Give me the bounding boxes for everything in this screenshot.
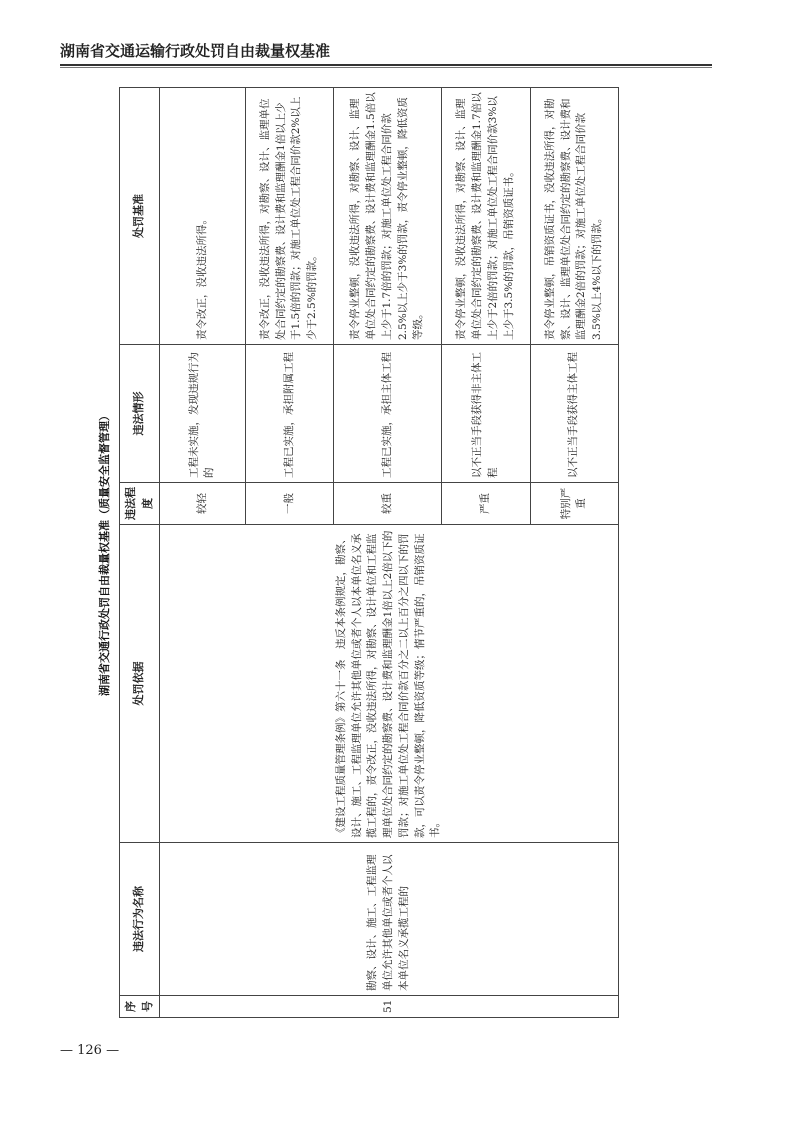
header-circumstance: 违法情形 <box>120 345 160 483</box>
row-circumstance: 工程已实施，承担主体工程 <box>334 345 442 483</box>
row-degree: 特别严重 <box>530 483 618 525</box>
row-circumstance: 工程未实施，发现违规行为的 <box>160 345 246 483</box>
row-degree: 较重 <box>334 483 442 525</box>
page-header-title: 湖南省交通运输行政处罚自由裁量权基准 <box>60 42 331 60</box>
table-header-row <box>120 88 160 1018</box>
row-circumstance: 工程已实施，承担附属工程 <box>245 345 333 483</box>
table-row <box>160 88 246 1018</box>
row-degree: 严重 <box>442 483 530 525</box>
row-circumstance: 以不正当手段获得主体工程 <box>530 345 618 483</box>
penalty-standard-table <box>119 87 619 1018</box>
row-degree: 一般 <box>245 483 333 525</box>
header-name: 违法行为名称 <box>120 843 160 996</box>
header-rule-thin <box>60 67 712 68</box>
row-standard: 责令改正，没收违法所得，对勘察、设计、监理单位处合同约定的勘察费、设计费和监理酬金1倍以上少于1.5倍的罚款；对施工单位处工程合同价款2%以上少于2.5%的罚款。 <box>245 88 333 345</box>
row-standard: 责令停业整顿，吊销资质证书，没收违法所得，对勘察、设计、监理单位处合同约定的勘察费、设计费和监理酬金2倍的罚款；对施工单位处工程合同价款3.5%以上4%以下的罚款。 <box>530 88 618 345</box>
table-caption: 湖南省交通行政处罚自由裁量权基准（质量安全监督管理） <box>98 410 111 696</box>
page-number: — 126 — <box>60 1043 120 1058</box>
item-name: 勘察、设计、施工、工程监理单位允许其他单位或者个人以本单位名义承揽工程的 <box>160 843 619 996</box>
row-degree: 较轻 <box>160 483 246 525</box>
header-seq: 序号 <box>120 996 160 1018</box>
item-seq: 51 <box>160 996 619 1018</box>
header-basis: 处罚依据 <box>120 525 160 843</box>
header-degree: 违法程度 <box>120 483 160 525</box>
row-standard: 责令停业整顿，没收违法所得，对勘察、设计、监理单位处合同约定的勘察费、设计费和监理酬金1.7倍以上少于2倍的罚款；对施工单位处工程合同价款3%以上少于3.5%的罚款，吊销资质证书。 <box>442 88 530 345</box>
row-circumstance: 以不正当手段获得非主体工程 <box>442 345 530 483</box>
rotated-table-page <box>93 88 683 1018</box>
item-basis: 《建设工程质量管理条例》第六十一条 违反本条例规定，勘察、设计、施工、工程监理单位允许其他单位或者个人以本单位名义承揽工程的，责令改正，没收违法所得，对勘察、设计单位和工程监理单位处合同约定的勘察费、设计费和监理酬金1倍以上2倍以下的罚款；对施工单位处工程合同价款百分之二以上百分之四以下的罚款，可以责令停业整顿，降低资质等级；情节严重的，吊销资质证书。 <box>160 525 619 843</box>
row-standard: 责令停业整顿，没收违法所得，对勘察、设计、监理单位处合同约定的勘察费、设计费和监理酬金1.5倍以上少于1.7倍的罚款；对施工单位处工程合同价款2.5%以上少于3%的罚款，责令停业整顿，降低资质等级。 <box>334 88 442 345</box>
header-rule <box>60 64 712 66</box>
row-standard: 责令改正，没收违法所得。 <box>160 88 246 345</box>
header-standard: 处罚基准 <box>120 88 160 345</box>
